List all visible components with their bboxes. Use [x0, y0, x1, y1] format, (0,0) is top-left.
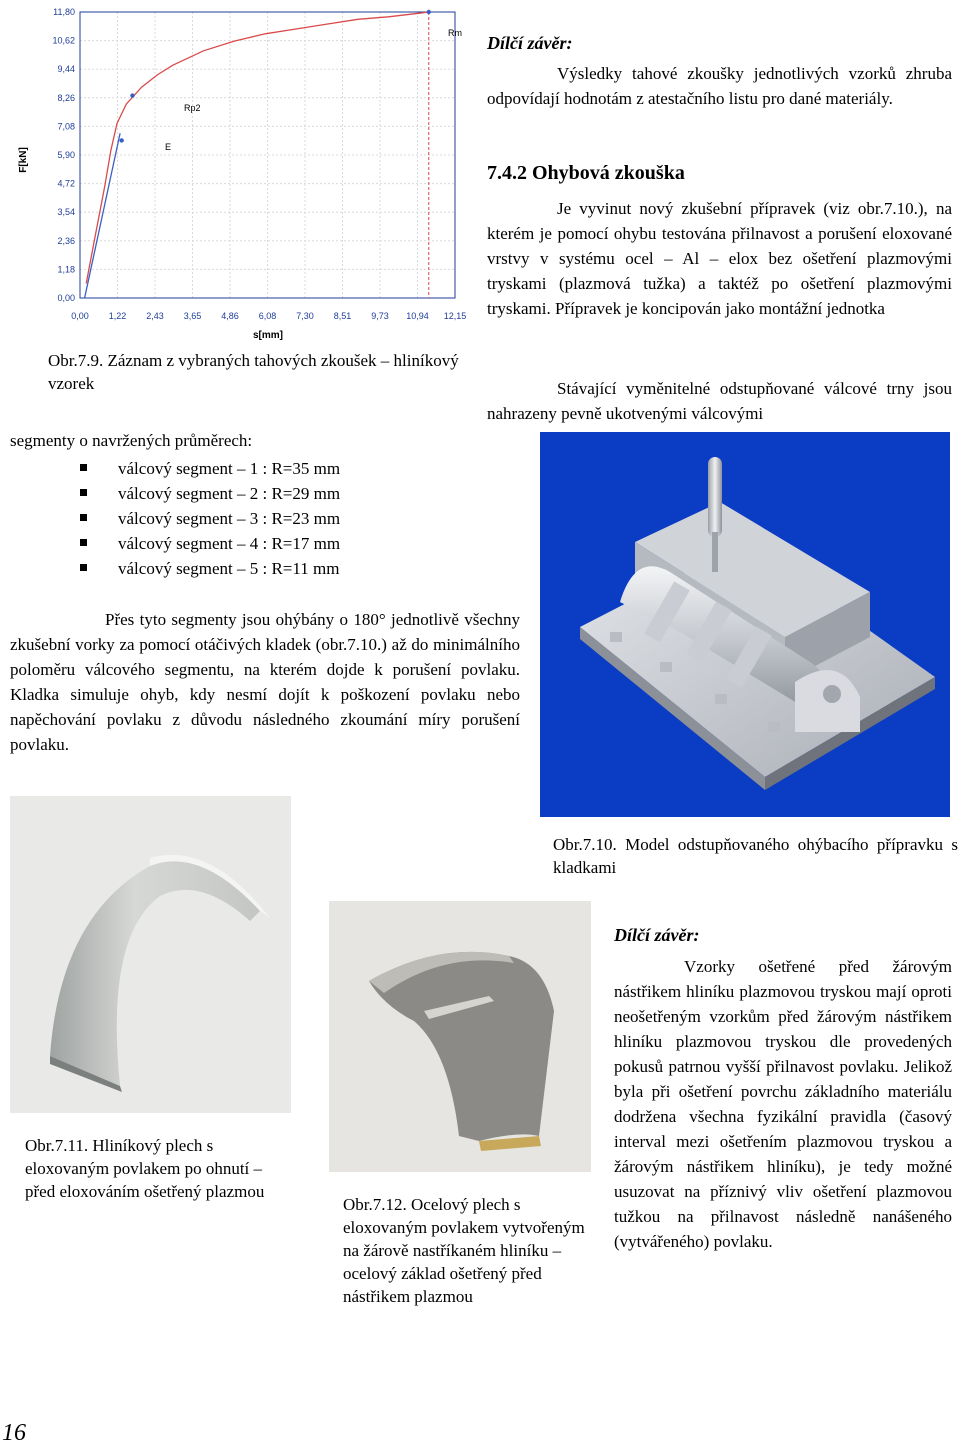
segment-item-text: válcový segment – 1 : R=35 mm: [118, 459, 341, 478]
segment-item: [80, 456, 460, 481]
bullet-icon: [80, 564, 87, 571]
y-tick-label: 5,90: [57, 150, 75, 160]
bending-paragraph: Přes tyto segmenty jsou ohýbány o 180° jednotlivě všechny zkušební vorky za pomocí otáčivých kladek (obr.7.10.) až do minimálního poloměru válcového segmentu, na kterém dojde k porušení povlaku. Kladka simuluje ohyb, kdy nesmí dojít k poškození povlaku nebo napěchování povlaku z důvodu následného zkoumání míry porušení povlaku.: [10, 610, 520, 754]
x-tick-label: 7,30: [296, 311, 314, 321]
segment-item-text: válcový segment – 4 : R=17 mm: [118, 534, 341, 553]
y-tick-label: 0,00: [57, 293, 75, 303]
section-heading: 7.4.2 Ohybová zkouška: [487, 162, 685, 184]
y-tick-label: 4,72: [57, 178, 75, 189]
conclusion-2-text: Vzorky ošetřené před žárovým nástřikem hliníku plazmovou tryskou mají oproti neošetřeným vzorkům před žárovým nástřikem hliníku plazmovou tryskou dle provedených pokusů patrnou vyšší přilnavost povlaku. Jelikož byla při ošetření povrchu základního materiálu dodržena všechna fyzikální pravidla (časový interval mezi ošetřením plazmovou tryskou a žárovým nástřikem hliníku), je tedy možné usuzovat na příznivý vliv ošetření plazmovou tužkou na přilnavost následně nanášeného (vytvářeného) povlaku.: [614, 957, 952, 1251]
steel-sample-photo: [329, 901, 591, 1172]
segment-item: [80, 531, 460, 556]
chart-y-axis-label: F[kN]: [18, 147, 29, 173]
y-tick-label: 3,54: [57, 207, 75, 218]
e-label: E: [165, 142, 172, 152]
tensile-test-chart: [10, 0, 480, 345]
y-tick-label: 11,80: [53, 7, 75, 17]
conclusion-2-title: Dílčí závěr:: [614, 925, 700, 945]
section-paragraph-1: Je vyvinut nový zkušební přípravek (viz obr.7.10.), na kterém je pomocí ohybu testována přilnavost a porušení eloxované vrstvy v systému ocel – Al – elox bez ošetření plazmovými tryskami (plazmová tužka) a taktéž po ošetření plazmovými tryskami. Přípravek je koncipován jako montážní jednotka: [487, 199, 952, 318]
bullet-icon: [80, 539, 87, 546]
segment-item-text: válcový segment – 2 : R=29 mm: [118, 484, 341, 503]
chart-markers: [119, 10, 430, 298]
x-tick-label: 0,00: [71, 311, 89, 321]
section-paragraph-2: Stávající vyměnitelné odstupňované válcové trny jsou nahrazeny pevně ukotvenými válcovými: [487, 379, 952, 423]
x-tick-label: 1,22: [108, 311, 127, 321]
chart-y-ticks: [52, 7, 75, 303]
figure-9-text: Záznam z vybraných tahových zkoušek – hliníkový vzorek: [48, 351, 459, 393]
y-tick-label: 1,18: [57, 264, 75, 275]
x-tick-label: 6,08: [258, 311, 277, 321]
segment-item-text: válcový segment – 3 : R=23 mm: [118, 509, 341, 528]
chart-x-axis-label: s[mm]: [252, 330, 284, 341]
bullet-icon: [80, 489, 87, 496]
series-line: [85, 133, 121, 298]
aluminium-sample-photo: [10, 796, 291, 1113]
x-tick-label: 4,86: [221, 311, 239, 321]
series-line: [86, 12, 429, 284]
segment-item: [80, 556, 460, 581]
chart-x-ticks: [71, 311, 466, 321]
x-tick-label: 10,94: [406, 311, 429, 321]
segments-list: [80, 456, 460, 581]
y-tick-label: 2,36: [57, 235, 75, 246]
x-tick-label: 12,15: [443, 311, 467, 321]
figure-12-caption: Obr.7.12. Ocelový plech s eloxovaným povlakem vytvořeným na žárově nastříkaném hliníku – ocelový základ ošetřený před nástřikem plazmou: [343, 1195, 585, 1306]
segment-item: [80, 481, 460, 506]
bending-fixture-model-image: [540, 432, 950, 817]
segment-item-text: válcový segment – 5 : R=11 mm: [118, 559, 340, 578]
figure-9-caption: [48, 349, 468, 395]
page-number: 16: [2, 1420, 26, 1446]
figure-10-caption: Obr.7.10. Model odstupňovaného ohýbacího přípravku s kladkami: [553, 835, 958, 877]
y-tick-label: 10,62: [52, 35, 75, 46]
chart-grid: [80, 12, 455, 298]
data-point-marker: [130, 93, 134, 97]
y-tick-label: 7,08: [57, 121, 75, 132]
y-tick-label: 8,26: [57, 92, 75, 103]
conclusion-1-text: Výsledky tahové zkoušky jednotlivých vzorků zhruba odpovídají hodnotám z atestačního listu pro dané materiály.: [487, 64, 952, 108]
bullet-icon: [80, 514, 87, 521]
figure-11-caption: Obr.7.11. Hliníkový plech s eloxovaným povlakem po ohnutí – před eloxováním ošetřený plazmou: [25, 1136, 265, 1201]
segment-item: [80, 506, 460, 531]
conclusion-1-title: Dílčí závěr:: [487, 33, 573, 53]
x-tick-label: 8,51: [333, 311, 352, 321]
figure-9-number: Obr.7.9.: [48, 351, 104, 370]
bullet-icon: [80, 464, 87, 471]
data-point-marker: [119, 138, 123, 142]
x-tick-label: 9,73: [371, 311, 389, 321]
x-tick-label: 3,65: [183, 311, 202, 321]
x-tick-label: 2,43: [146, 311, 164, 321]
data-point-marker: [427, 10, 431, 14]
rm-label: Rm: [448, 28, 462, 38]
y-tick-label: 9,44: [57, 64, 75, 75]
segments-intro: segmenty o navržených průměrech:: [10, 431, 253, 450]
rp2-label: Rp2: [184, 103, 201, 113]
